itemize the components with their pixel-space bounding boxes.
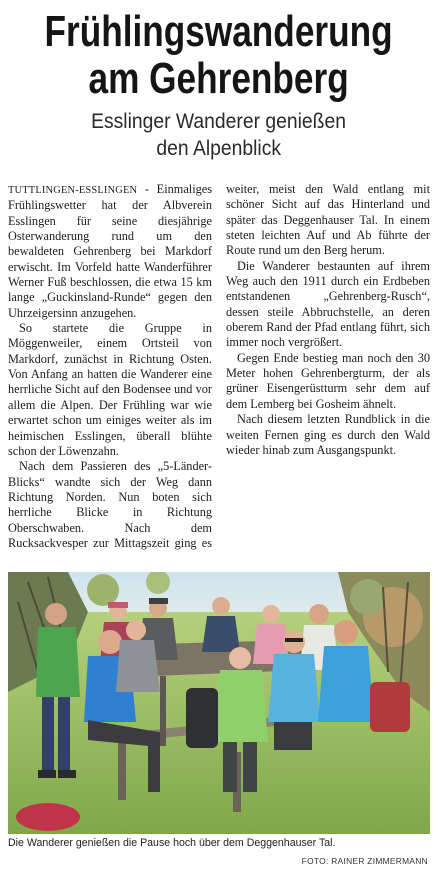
photo-illustration — [8, 572, 430, 834]
hiker-backpack — [186, 688, 218, 748]
article-paragraph: Nach dem Passieren des „5-Länder-Blicks“ wandte sich der Weg dann Richtung Norden. Nun boten sich herrliche Blicke in Richtung Oberschwaben. Nach dem Rucksackvesper zur Mittagszeit ging es weiter, meist den Wald entlang mit schöner Sicht auf das Hinterland und später das Deggenhauser Tal. In einem steten leichten Auf und Ab führte der Route rund um den Berg herum. — [8, 182, 430, 550]
article-body — [8, 182, 430, 558]
article-paragraph: Nach diesem letzten Rundblick in die weiten Fernen ging es durch den Wald wieder hinab zum Ausgangspunkt. — [226, 412, 430, 457]
photo-caption: Die Wanderer genießen die Pause hoch über dem Deggenhauser Tal. — [8, 837, 336, 849]
subtitle — [0, 108, 438, 162]
red-bag — [16, 803, 80, 831]
subtitle-line-2: den Alpenblick — [156, 137, 282, 160]
group-photo — [8, 572, 430, 834]
headline-line-2: am Gehrenberg — [88, 54, 350, 103]
photo-credit: FOTO: RAINER ZIMMERMANN — [301, 856, 428, 866]
paragraph-text: - Einmaliges Frühlingswetter hat der Albverein Esslingen für seine diesjährige Osterwanderung rund um den bewaldeten Gehrenberg bei Markdorf erwischt. Im Vorfeld hatte Wanderführer Werner Fuß beschlossen, die etwa 15 km lange „Guckinsland-Runde“ gegen den Uhrzeigersinn anzugehen. — [8, 182, 213, 320]
article-paragraph: Die Wanderer bestaunten auf ihrem Weg auch den 1911 durch ein Erdbeben entstandenen „Gehrenberg-Rusch“, dessen steile Abbruchstelle, an deren oberem Rand der Pfad entlang führt, sich immer noch vergrößert. — [226, 258, 430, 350]
article-paragraph: Gegen Ende bestieg man noch den 30 Meter hohen Gehrenbergturm, der als grüner Eisengerüstturm sehr dem auf dem Lemberg bei Gosheim ähnelt. — [226, 350, 430, 411]
headline-line-1: Frühlingswanderung — [44, 7, 394, 56]
headline — [0, 8, 438, 102]
dateline: TUTTLINGEN-ESSLINGEN — [8, 185, 138, 196]
article-paragraph: So startete die Gruppe in Möggenweiler, einem Ortsteil von Markdorf, zunächst in Richtung Osten. Von Anfang an hatten die Wanderer eine herrliche Sicht auf den Bodensee und vor allem die Alpen. Der Frühling war wie erwartet schon um einiges weiter als im heimischen Esslingen, überall blühte schon der Löwenzahn. — [8, 321, 212, 458]
article-paragraph — [8, 182, 212, 321]
subtitle-line-1: Esslinger Wanderer genießen — [91, 110, 347, 133]
